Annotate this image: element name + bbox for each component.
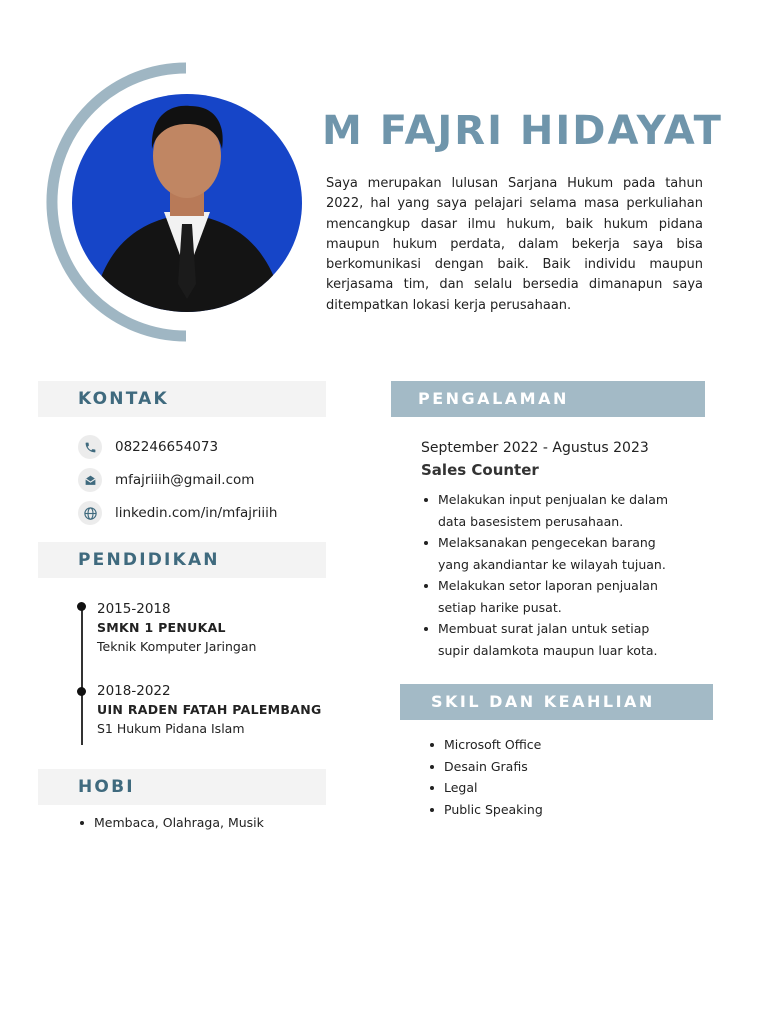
education-years: 2018-2022 <box>97 683 171 699</box>
list-item: Desain Grafis <box>428 756 543 778</box>
profile-photo <box>72 94 302 312</box>
contact-email <box>78 468 254 492</box>
timeline-line <box>81 606 83 745</box>
list-item: Melakukan setor laporan penjualan setiap harike pusat. <box>422 575 702 618</box>
education-school: UIN RADEN FATAH PALEMBANG <box>97 702 322 717</box>
pendidikan-section-header <box>38 542 326 578</box>
skills-list <box>428 734 543 820</box>
hobby-list <box>78 814 264 832</box>
hobi-title: HOBI <box>78 777 135 797</box>
kontak-title: KONTAK <box>78 389 169 409</box>
education-item <box>97 601 256 654</box>
skil-section-header <box>400 684 713 720</box>
list-item: Membaca, Olahraga, Musik <box>78 814 264 832</box>
education-school: SMKN 1 PENUKAL <box>97 620 226 635</box>
pendidikan-title: PENDIDIKAN <box>78 550 220 570</box>
education-years: 2015-2018 <box>97 601 171 617</box>
mail-icon <box>78 468 102 492</box>
skil-title: SKIL DAN KEAHLIAN <box>431 692 655 711</box>
contact-linkedin <box>78 501 277 525</box>
email-address[interactable]: mfajriiih@gmail.com <box>115 472 255 488</box>
hobi-section-header <box>38 769 326 805</box>
timeline-dot <box>77 687 86 696</box>
pengalaman-section-header <box>391 381 705 417</box>
list-item: Melakukan input penjualan ke dalam data basesistem perusahaan. <box>422 489 702 532</box>
experience-duties <box>422 489 702 661</box>
list-item: Public Speaking <box>428 799 543 821</box>
candidate-name: M FAJRI HIDAYAT <box>322 108 723 154</box>
experience-period: September 2022 - Agustus 2023 <box>421 440 649 456</box>
list-item: Microsoft Office <box>428 734 543 756</box>
education-item <box>97 683 322 736</box>
globe-icon <box>78 501 102 525</box>
list-item: Membuat surat jalan untuk setiap supir dalamkota maupun luar kota. <box>422 618 702 661</box>
linkedin-url[interactable]: linkedin.com/in/mfajriiih <box>115 505 278 521</box>
education-major: S1 Hukum Pidana Islam <box>97 721 245 736</box>
kontak-section-header <box>38 381 326 417</box>
phone-icon <box>78 435 102 459</box>
timeline-dot <box>77 602 86 611</box>
profile-summary: Saya merupakan lulusan Sarjana Hukum pada tahun 2022, hal yang saya pelajari selama masa perkuliahan mencangkup dasar ilmu hukum, baik hukum pidana maupun hukum perdata, dalam bekerja saya bisa berkomunikasi dengan baik. Baik individu maupun kerjasama tim, dan selalu bersedia dimanapun saya ditempatkan lokasi kerja perusahaan. <box>326 176 703 313</box>
experience-role: Sales Counter <box>421 461 539 479</box>
contact-phone <box>78 435 218 459</box>
phone-number: 082246654073 <box>115 439 219 455</box>
list-item: Melaksanakan pengecekan barang yang akandiantar ke wilayah tujuan. <box>422 532 702 575</box>
education-major: Teknik Komputer Jaringan <box>97 639 257 654</box>
list-item: Legal <box>428 777 543 799</box>
pengalaman-title: PENGALAMAN <box>418 389 569 408</box>
person-silhouette-icon <box>72 94 302 312</box>
